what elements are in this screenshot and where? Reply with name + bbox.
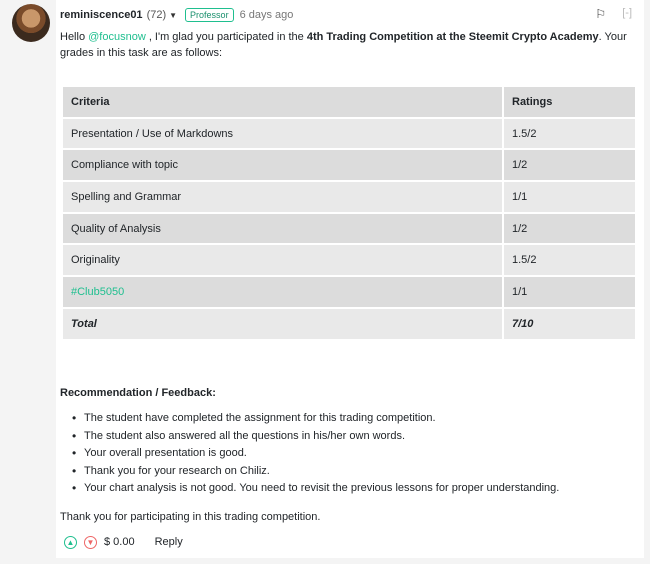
closing-text: Thank you for participating in this trading competition. — [60, 511, 321, 523]
table-row — [62, 244, 636, 276]
feedback-list — [60, 410, 636, 498]
professor-badge: Professor — [185, 8, 234, 22]
greeting-prefix: Hello — [60, 31, 89, 43]
competition-name: 4th Trading Competition at the Steemit Crypto Academy — [306, 31, 599, 43]
list-item: • The student also answered all the questions in his/her own words. — [60, 428, 636, 446]
timestamp[interactable]: 6 days ago — [239, 9, 294, 21]
rating-cell: 1/2 — [503, 149, 636, 181]
downvote-icon[interactable]: ▼ — [84, 536, 97, 549]
comment-footer — [64, 534, 183, 550]
rating-cell: 1.5/2 — [503, 244, 636, 276]
rating-cell: 1.5/2 — [503, 118, 636, 150]
list-item: • Your chart analysis is not good. You need to revisit the previous lessons for proper understanding. — [60, 480, 636, 498]
total-label: Total — [62, 308, 503, 340]
header-criteria: Criteria — [62, 86, 503, 118]
feedback-title: Recommendation / Feedback: — [60, 387, 216, 399]
table-row — [62, 276, 636, 308]
payout-value[interactable]: $ 0.00 — [104, 536, 135, 548]
greeting-mid: , I'm glad you participated in the — [145, 31, 307, 43]
upvote-icon[interactable]: ▲ — [64, 536, 77, 549]
list-item: • Thank you for your research on Chiliz. — [60, 463, 636, 481]
chevron-down-icon[interactable]: ▼ — [169, 10, 178, 20]
list-item: • Your overall presentation is good. — [60, 445, 636, 463]
criteria-cell: Presentation / Use of Markdowns — [62, 118, 503, 150]
author-name[interactable]: reminiscence01 — [60, 9, 143, 21]
grades-table — [61, 85, 637, 341]
table-row — [62, 181, 636, 213]
table-row — [62, 149, 636, 181]
list-item: • The student have completed the assignment for this trading competition. — [60, 410, 636, 428]
table-header-row — [62, 86, 636, 118]
author-reputation: (72) — [146, 9, 167, 21]
criteria-cell: Originality — [62, 244, 503, 276]
reply-button[interactable]: Reply — [154, 536, 183, 548]
greeting-suffix: . Your grades in this task are as follows: — [60, 31, 627, 59]
comment-header — [60, 7, 636, 23]
criteria-cell: Spelling and Grammar — [62, 181, 503, 213]
criteria-cell: Compliance with topic — [62, 149, 503, 181]
total-value: 7/10 — [503, 308, 636, 340]
rating-cell: 1/2 — [503, 213, 636, 245]
flag-icon[interactable]: ⚐ — [595, 7, 606, 21]
avatar[interactable] — [12, 4, 50, 42]
table-row-total — [62, 308, 636, 340]
user-mention[interactable]: @focusnow — [88, 31, 146, 43]
club5050-tag-link[interactable]: #Club5050 — [62, 276, 503, 308]
criteria-cell: Quality of Analysis — [62, 213, 503, 245]
rating-cell: 1/1 — [503, 276, 636, 308]
table-row — [62, 213, 636, 245]
comment-intro — [60, 29, 638, 61]
table-row — [62, 118, 636, 150]
collapse-toggle[interactable]: [-] — [622, 7, 632, 19]
header-ratings: Ratings — [503, 86, 636, 118]
rating-cell: 1/1 — [503, 181, 636, 213]
